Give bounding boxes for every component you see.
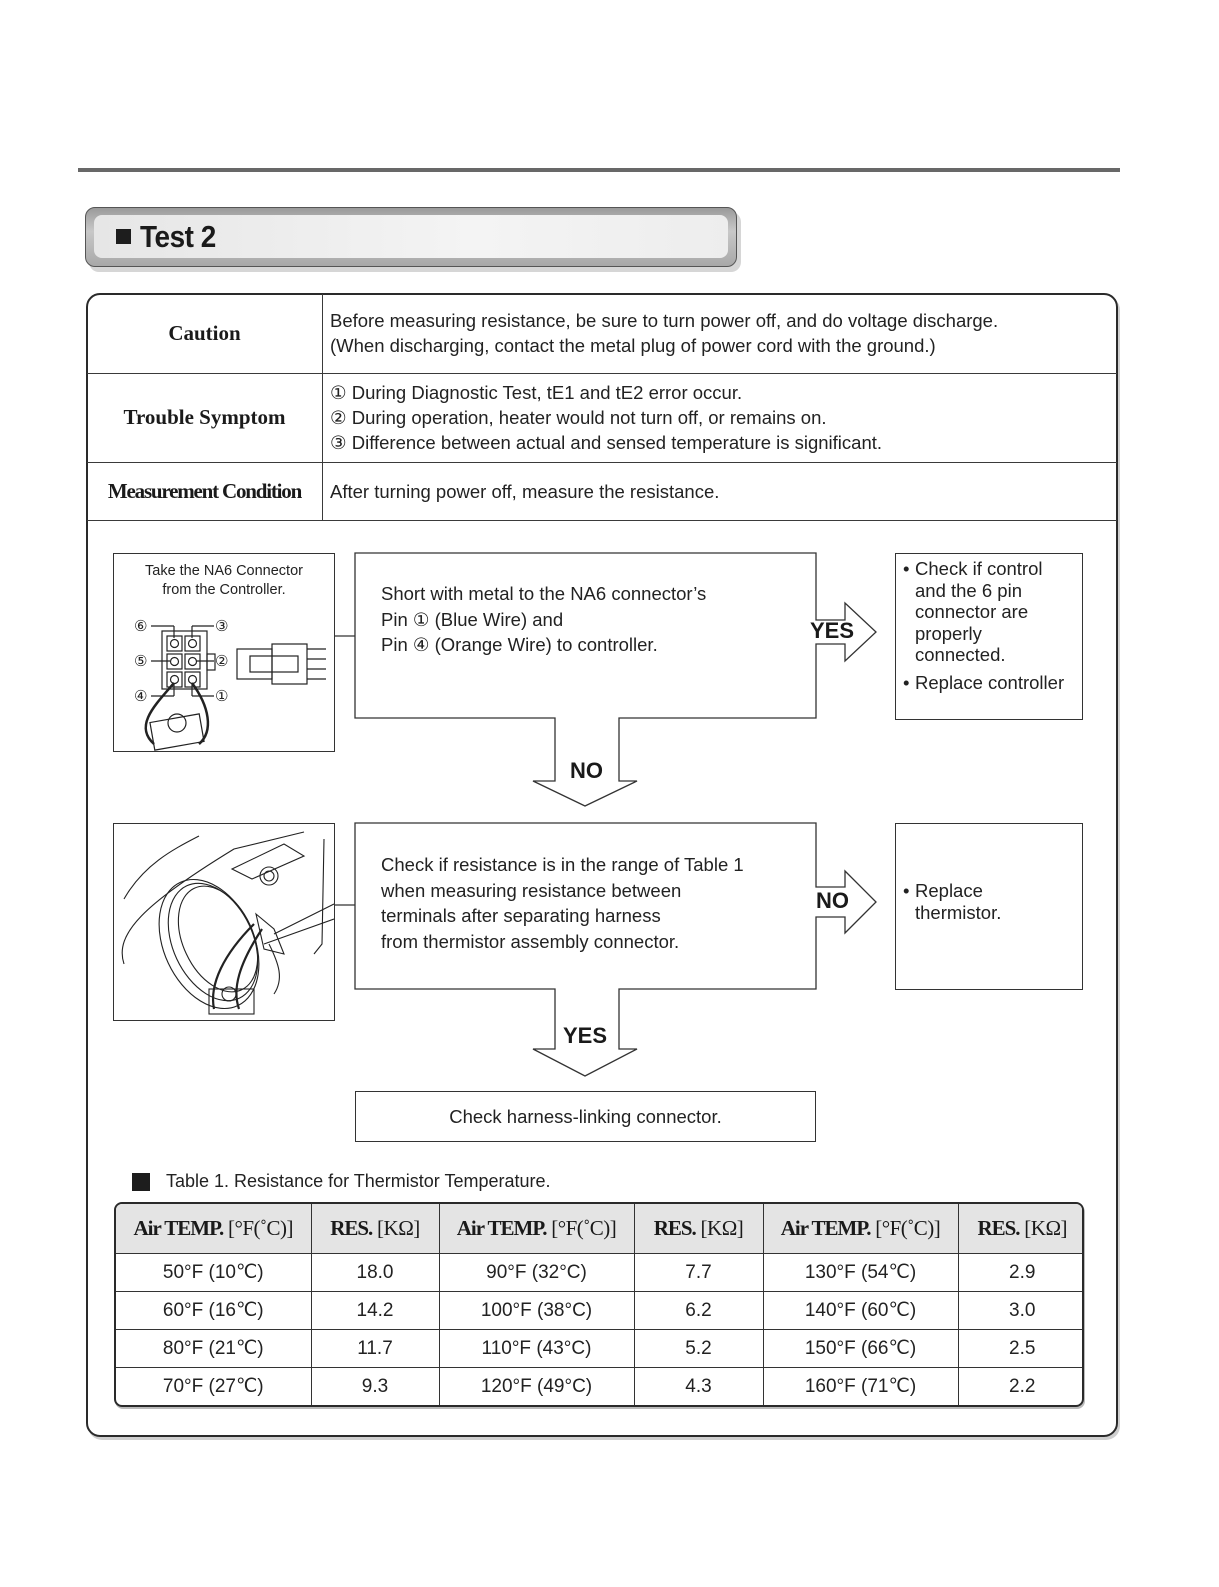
info-line: ② During operation, heater would not turn off, or remains on. — [330, 407, 827, 428]
table-cell: 140°F (60℃) — [763, 1292, 958, 1330]
pin-label-2: ② — [215, 652, 229, 670]
table-cell: 90°F (32°C) — [439, 1254, 634, 1292]
table-cell: 120°F (49°C) — [439, 1368, 634, 1405]
table-cell: 70°F (27℃) — [116, 1368, 311, 1405]
info-line: (When discharging, contact the metal plug of power cord with the ground.) — [330, 335, 936, 357]
table-cell: 11.7 — [311, 1330, 439, 1368]
column-header: Air TEMP. [°F(˚C)] — [116, 1204, 311, 1254]
table-cell: 110°F (43°C) — [439, 1330, 634, 1368]
column-header: Air TEMP. [°F(˚C)] — [439, 1204, 634, 1254]
result-item: • Replace controller — [896, 672, 1074, 694]
na6-connector-illustration — [113, 553, 335, 752]
table-cell: 130°F (54℃) — [763, 1254, 958, 1292]
step2-no-label: NO — [816, 888, 849, 913]
instruction-line: Pin ④ (Orange Wire) to controller. — [381, 634, 658, 655]
instruction-line: from thermistor assembly connector. — [381, 930, 680, 952]
table-cell: 18.0 — [311, 1254, 439, 1292]
table-row — [116, 1292, 1084, 1330]
table-cell: 5.2 — [634, 1330, 763, 1368]
table-cell: 14.2 — [311, 1292, 439, 1330]
info-label: Trouble Symptom — [87, 373, 323, 462]
pin-label-5: ⑤ — [134, 652, 148, 670]
column-header: RES. [KΩ] — [958, 1204, 1084, 1254]
instruction-line: when measuring resistance between — [381, 879, 682, 901]
table-cell: 6.2 — [634, 1292, 763, 1330]
result-item: • Replace thermistor. — [896, 880, 1025, 923]
table-caption — [132, 1171, 551, 1192]
table-cell: 60°F (16℃) — [116, 1292, 311, 1330]
pin-label-6: ⑥ — [134, 617, 148, 635]
info-label: Caution — [87, 294, 323, 373]
table-cell: 3.0 — [958, 1292, 1084, 1330]
column-header: Air TEMP. [°F(˚C)] — [763, 1204, 958, 1254]
step2-yes-label: YES — [563, 1023, 608, 1048]
info-label: Measurement Condition — [87, 462, 323, 520]
square-bullet-icon — [132, 1173, 150, 1191]
table-cell: 2.2 — [1009, 1375, 1036, 1397]
table-cell: 2.5 — [958, 1330, 1084, 1368]
illustration-caption: from the Controller. — [162, 582, 286, 598]
step2-instruction — [381, 852, 811, 954]
instruction-line: Check if resistance is in the range of Table 1 — [381, 854, 744, 875]
instruction-line: terminals after separating harness — [381, 905, 661, 926]
table-cell: 100°F (38°C) — [439, 1292, 634, 1330]
step2-no-result — [895, 823, 1083, 990]
info-line: ① During Diagnostic Test, tE1 and tE2 error occur. — [330, 382, 743, 403]
table-cell: 7.7 — [634, 1254, 763, 1292]
step3-box — [355, 1091, 816, 1142]
table-cell: 150°F (66℃) — [763, 1330, 958, 1368]
table-row — [116, 1330, 1084, 1368]
thermistor-measurement-illustration — [113, 823, 335, 1021]
step1-instruction — [381, 581, 811, 658]
table-cell: 50°F (10℃) — [116, 1254, 311, 1292]
table-cell: 80°F (21℃) — [116, 1330, 311, 1368]
pin-label-4: ④ — [134, 687, 148, 705]
column-header: RES. [KΩ] — [311, 1204, 439, 1254]
pin-label-3: ③ — [215, 617, 229, 635]
table-cell: 4.3 — [634, 1368, 763, 1405]
step3-instruction: Check harness-linking connector. — [449, 1105, 722, 1127]
pin-label-1: ① — [215, 687, 229, 705]
table-cell: 2.9 — [958, 1254, 1084, 1292]
instruction-line: Pin ① (Blue Wire) and — [381, 608, 564, 630]
step1-yes-result — [895, 553, 1083, 720]
step1-no-label: NO — [570, 758, 603, 783]
connector-diagram-icon — [114, 606, 334, 751]
section-title: Test 2 — [140, 218, 216, 254]
step1-yes-label: YES — [810, 618, 855, 643]
resistance-table — [114, 1202, 1084, 1407]
dryer-drum-measurement-icon — [114, 824, 334, 1020]
column-header: RES. [KΩ] — [634, 1204, 763, 1254]
info-line: After turning power off, measure the resistance. — [330, 480, 720, 502]
info-line: Before measuring resistance, be sure to turn power off, and do voltage discharge. — [330, 310, 999, 332]
result-item: • Check if control and the 6 pin connector are properly connected. — [896, 558, 1074, 666]
instruction-line: Short with metal to the NA6 connector’s — [381, 583, 707, 604]
table-header-row — [116, 1204, 1084, 1254]
table-cell: 160°F (71℃) — [763, 1368, 958, 1405]
info-line: ③ Difference between actual and sensed temperature is significant. — [330, 432, 883, 453]
illustration-caption: Take the NA6 Connector — [145, 563, 303, 579]
table-row — [116, 1368, 1084, 1405]
table-row — [116, 1254, 1084, 1292]
table-caption-text: Table 1. Resistance for Thermistor Temperature. — [166, 1171, 551, 1191]
table-cell: 9.3 — [311, 1368, 439, 1405]
